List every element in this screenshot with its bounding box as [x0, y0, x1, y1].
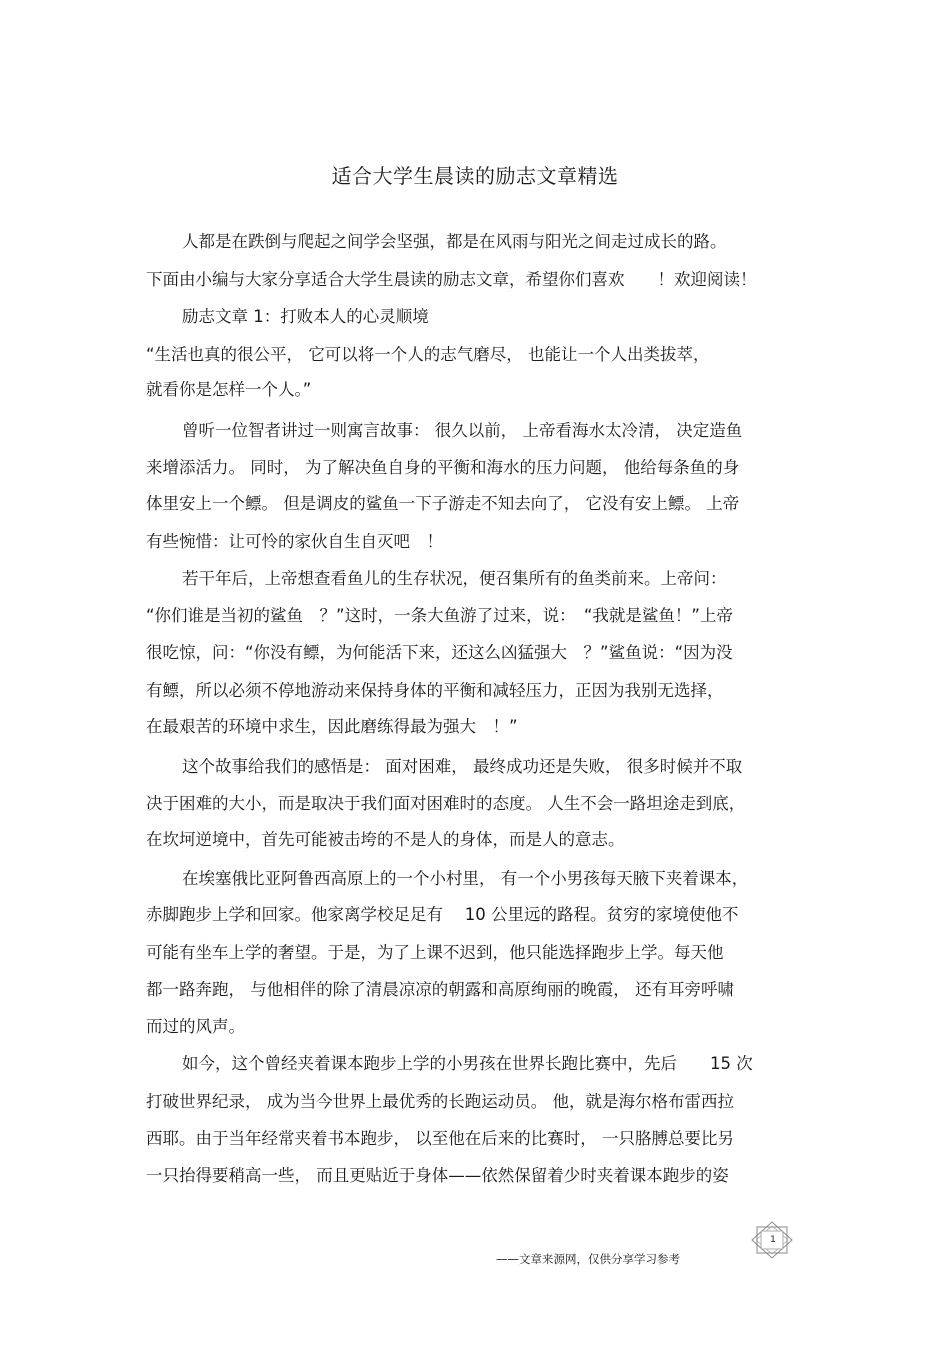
body-line: “生活也真的很公平， 它可以将一个人的志气磨尽， 也能让一个人出类拔萃，	[146, 345, 710, 364]
body-line: 有鳔，所以必须不停地游动来保持身体的平衡和减轻压力，正因为我别无选择，	[146, 681, 724, 700]
body-line: 下面由小编与大家分享适合大学生晨读的励志文章，希望你们喜欢 ！欢迎阅读！	[146, 270, 757, 289]
body-line: 有些惋惜：让可怜的家伙自生自灭吧 ！	[146, 532, 443, 551]
body-line: 体里安上一个鳔。 但是调皮的鲨鱼一下子游走不知去向了， 它没有安上鳔。 上帝	[146, 494, 740, 513]
body-line: 曾听一位智者讲过一则寓言故事： 很久以前， 上帝看海水太冷清， 决定造鱼	[182, 421, 743, 440]
body-line: 如今，这个曾经夹着课本跑步上学的小男孩在世界长跑比赛中，先后 15 次	[182, 1054, 753, 1073]
page-number: 1	[770, 1235, 776, 1245]
body-line: 西耶。由于当年经常夹着书本跑步， 以至他在后来的比赛时， 一只胳膊总要比另	[146, 1129, 734, 1148]
body-line: 就看你是怎样一个人。”	[146, 380, 312, 399]
body-line: 打破世界纪录， 成为当今世界上最优秀的长跑运动员。 他，就是海尔格布雷西拉	[146, 1092, 734, 1111]
body-line: 决于困难的大小，而是取决于我们面对困难时的态度。 人生不会一路坦途走到底，	[146, 794, 746, 813]
body-line: 在最艰苦的环境中求生，因此磨练得最为强大 ！”	[146, 717, 518, 736]
page-title: 适合大学生晨读的励志文章精选	[331, 164, 619, 188]
body-line: 在坎坷逆境中，首先可能被击垮的不是人的身体，而是人的意志。	[146, 830, 625, 849]
body-line: 很吃惊，问：“你没有鳔，为何能活下来，还这么凶猛强大 ？”鲨鱼说：“因为没	[146, 643, 733, 662]
body-line: 一只抬得要稍高一些， 而且更贴近于身体——依然保留着少时夹着课本跑步的姿	[146, 1166, 729, 1185]
body-line: 来增添活力。 同时， 为了解决鱼自身的平衡和海水的压力问题， 他给每条鱼的身	[146, 458, 740, 477]
body-line: 可能有坐车上学的奢望。于是，为了上课不迟到，他只能选择跑步上学。每天他	[146, 943, 724, 962]
body-line: “你们谁是当初的鲨鱼 ？”这时，一条大鱼游了过来，说： “我就是鲨鱼！”上帝	[146, 606, 733, 625]
body-line: 励志文章 1：打败本人的心灵顺境	[182, 307, 429, 326]
body-line: 人都是在跌倒与爬起之间学会坚强，都是在风雨与阳光之间走过成长的路。	[182, 232, 727, 251]
footer-note: ——文章来源网，仅供分享学习参考	[496, 1252, 680, 1266]
body-line: 而过的风声。	[146, 1017, 245, 1036]
body-line: 都一路奔跑， 与他相伴的除了清晨凉凉的朝露和高原绚丽的晚霞， 还有耳旁呼啸	[146, 980, 734, 999]
body-line: 在埃塞俄比亚阿鲁西高原上的一个小村里， 有一个小男孩每天腋下夹着课本，	[182, 869, 749, 888]
body-line: 若干年后，上帝想查看鱼儿的生存状况，便召集所有的鱼类前来。上帝问：	[182, 569, 727, 588]
body-line: 这个故事给我们的感悟是： 面对困难， 最终成功还是失败， 很多时候并不取	[182, 757, 743, 776]
body-line: 赤脚跑步上学和回家。他家离学校足足有 10 公里远的路程。贫穷的家境使他不	[146, 905, 739, 924]
